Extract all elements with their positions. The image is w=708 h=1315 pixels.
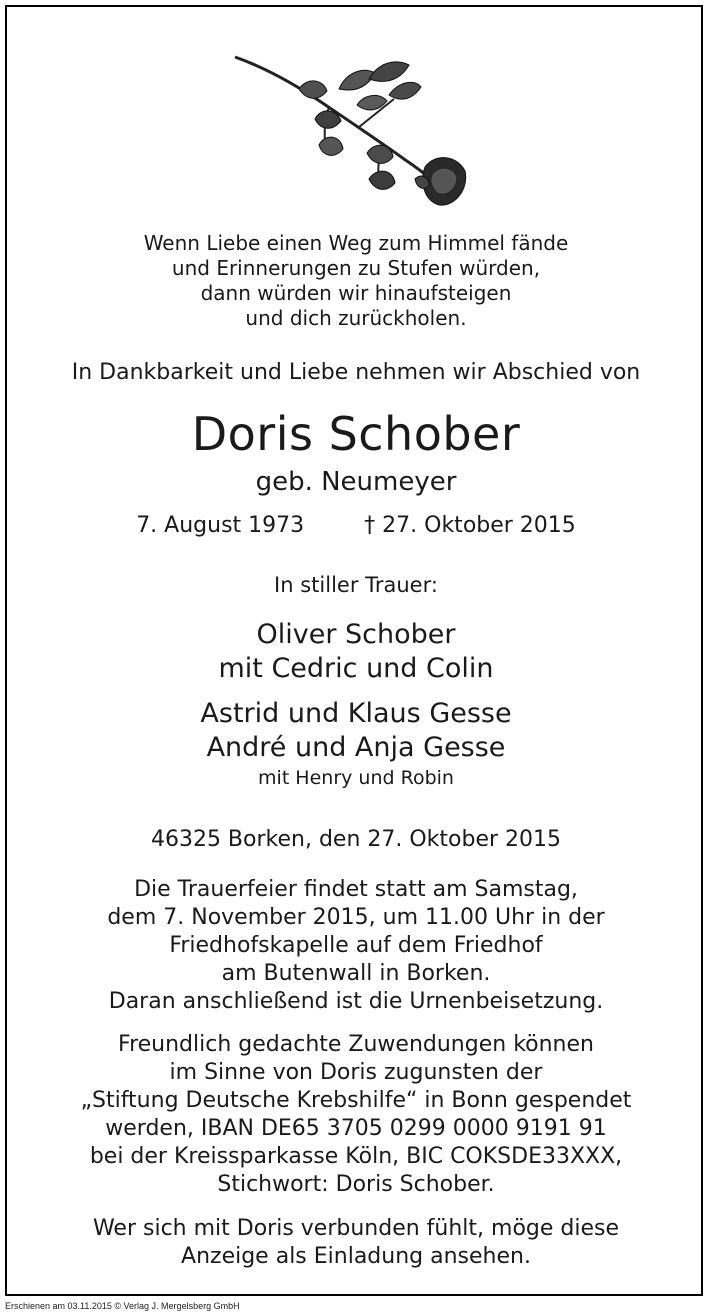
family-group-2 [7, 697, 705, 791]
place-date: 46325 Borken, den 27. Oktober 2015 [150, 827, 562, 852]
family-note: mit Henry und Robin [258, 767, 454, 789]
family-member: Oliver Schober [256, 619, 456, 650]
poem-line: und Erinnerungen zu Stufen würden, [171, 256, 541, 280]
closing-line: Anzeige als Einladung ansehen. [181, 1244, 531, 1269]
donation-line: werden, IBAN DE65 3705 0299 0000 9191 91 [105, 1116, 607, 1141]
donation-line: bei der Kreissparkasse Köln, BIC COKSDE33XXX, [89, 1144, 623, 1169]
poem [7, 231, 705, 331]
donation-line: Stichwort: Doris Schober. [217, 1172, 495, 1197]
family-member: Astrid und Klaus Gesse [200, 698, 512, 729]
ceremony-line: dem 7. November 2015, um 11.00 Uhr in der [107, 905, 605, 930]
intro-text: In Dankbarkeit und Liebe nehmen wir Abschied von [71, 360, 641, 385]
closing-line: Wer sich mit Doris verbunden fühlt, möge diese [92, 1216, 620, 1241]
rose-icon [229, 49, 479, 214]
birth-name: geb. Neumeyer [255, 467, 457, 497]
ceremony-line: Daran anschließend ist die Urnenbeisetzung. [108, 989, 604, 1014]
family-member: André und Anja Gesse [206, 732, 506, 763]
poem-line: und dich zurückholen. [245, 306, 467, 330]
poem-line: Wenn Liebe einen Weg zum Himmel fände [143, 231, 569, 255]
family-group-1 [7, 618, 705, 686]
closing-text [7, 1215, 705, 1271]
poem-line: dann würden wir hinaufsteigen [200, 281, 512, 305]
ceremony-line: Friedhofskapelle auf dem Friedhof [169, 933, 543, 958]
ceremony-line: am Butenwall in Borken. [221, 961, 491, 986]
death-date: † 27. Oktober 2015 [364, 513, 576, 538]
family-member: mit Cedric und Colin [218, 653, 494, 684]
ceremony-line: Die Trauerfeier findet statt am Samstag, [134, 877, 578, 902]
birth-date: 7. August 1973 [136, 513, 305, 538]
donation-line: Freundlich gedachte Zuwendungen können [118, 1032, 594, 1057]
ceremony-info [7, 876, 705, 1016]
donation-line: im Sinne von Doris zugunsten der [169, 1060, 543, 1085]
donation-line: „Stiftung Deutsche Krebshilfe“ in Bonn gespendet [80, 1088, 632, 1113]
deceased-name: Doris Schober [191, 407, 521, 461]
publication-footer: Erschienen am 03.11.2015 © Verlag J. Mergelsberg GmbH [5, 1301, 240, 1311]
obituary-notice [5, 5, 703, 1296]
mourning-label: In stiller Trauer: [274, 573, 438, 597]
donation-info [7, 1031, 705, 1199]
life-dates [7, 511, 705, 541]
